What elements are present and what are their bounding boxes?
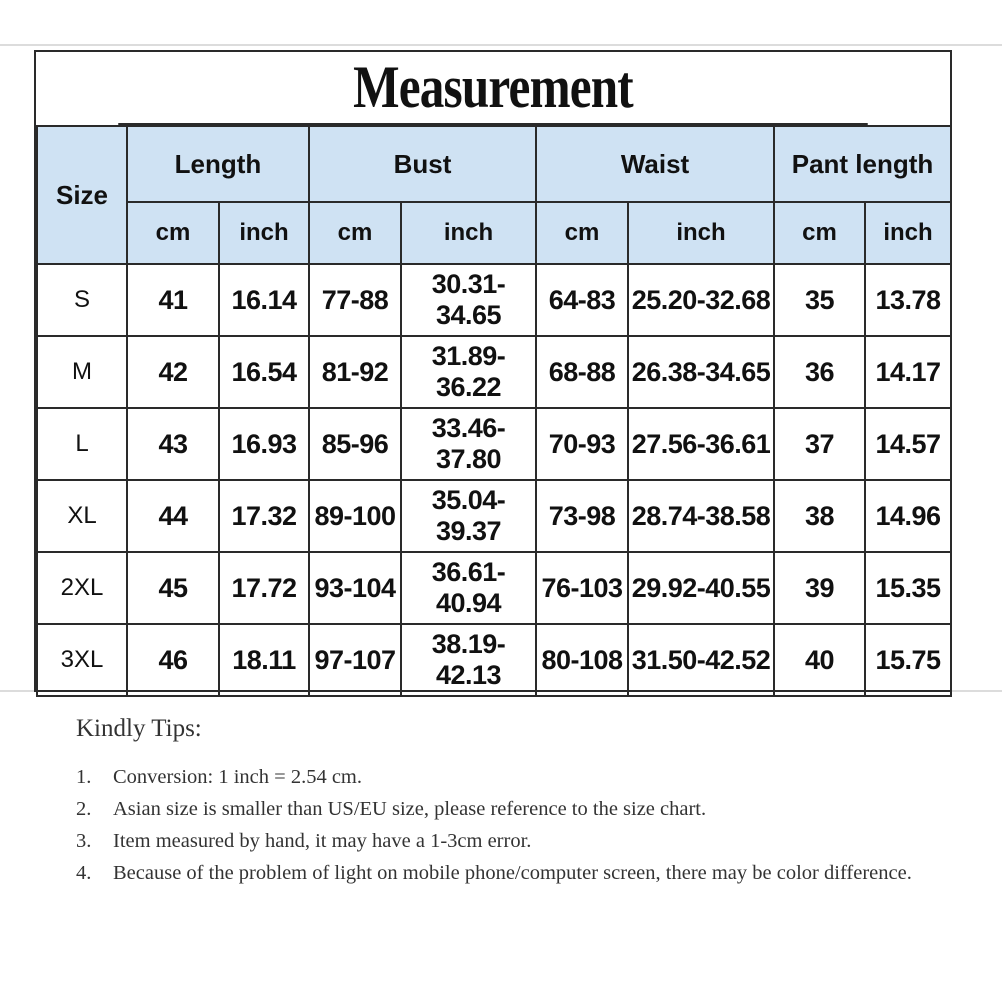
length-cm-cell: 45	[127, 552, 219, 624]
length-inch-cell: 17.32	[219, 480, 309, 552]
table-row	[37, 336, 951, 408]
pant-length-inch-cell: 14.57	[865, 408, 951, 480]
table-row	[37, 624, 951, 696]
bust-inch-cell: 35.04-39.37	[401, 480, 536, 552]
bust-inch-cell: 33.46-37.80	[401, 408, 536, 480]
bust-cm-cell: 81-92	[309, 336, 401, 408]
pant-length-cm-cell: 39	[774, 552, 865, 624]
pant-length-inch-cell: 15.35	[865, 552, 951, 624]
group-header-bust: Bust	[309, 126, 536, 202]
tip-text: Conversion: 1 inch = 2.54 cm.	[113, 766, 362, 788]
waist-cm-cell: 73-98	[536, 480, 628, 552]
waist-cm-cell: 80-108	[536, 624, 628, 696]
size-table	[36, 125, 952, 697]
table-row	[37, 408, 951, 480]
pant-length-inch-cell: 14.17	[865, 336, 951, 408]
size-header: Size	[37, 126, 127, 264]
tip-item	[76, 761, 956, 793]
tip-number: 2.	[76, 798, 92, 820]
bust-cm-cell: 85-96	[309, 408, 401, 480]
length-inch-cell: 16.54	[219, 336, 309, 408]
pant-length-cm-cell: 35	[774, 264, 865, 336]
table-row	[37, 264, 951, 336]
waist-inch-cell: 27.56-36.61	[628, 408, 774, 480]
unit-header-cm: cm	[309, 202, 401, 264]
size-chart	[34, 50, 952, 692]
unit-header-inch: inch	[219, 202, 309, 264]
tips-heading: Kindly Tips:	[76, 715, 202, 742]
bust-inch-cell: 36.61-40.94	[401, 552, 536, 624]
length-cm-cell: 44	[127, 480, 219, 552]
group-header-length: Length	[127, 126, 309, 202]
waist-inch-cell: 31.50-42.52	[628, 624, 774, 696]
bust-cm-cell: 89-100	[309, 480, 401, 552]
unit-header-cm: cm	[127, 202, 219, 264]
pant-length-cm-cell: 37	[774, 408, 865, 480]
length-inch-cell: 18.11	[219, 624, 309, 696]
pant-length-inch-cell: 14.96	[865, 480, 951, 552]
waist-inch-cell: 28.74-38.58	[628, 480, 774, 552]
tip-item	[76, 825, 956, 857]
size-cell: XL	[37, 480, 127, 552]
unit-header-cm: cm	[774, 202, 865, 264]
pant-length-inch-cell: 13.78	[865, 264, 951, 336]
bust-cm-cell: 97-107	[309, 624, 401, 696]
kindly-tips	[76, 715, 956, 889]
unit-header-inch: inch	[865, 202, 951, 264]
top-divider	[0, 44, 1002, 46]
pant-length-cm-cell: 40	[774, 624, 865, 696]
size-cell: M	[37, 336, 127, 408]
tip-number: 1.	[76, 766, 92, 788]
unit-header-cm: cm	[536, 202, 628, 264]
bust-cm-cell: 77-88	[309, 264, 401, 336]
pant-length-cm-cell: 38	[774, 480, 865, 552]
tip-number: 4.	[76, 862, 92, 884]
waist-inch-cell: 26.38-34.65	[628, 336, 774, 408]
pant-length-inch-cell: 15.75	[865, 624, 951, 696]
waist-inch-cell: 29.92-40.55	[628, 552, 774, 624]
chart-title: Measurement	[118, 52, 867, 125]
tip-number: 3.	[76, 830, 92, 852]
pant-length-cm-cell: 36	[774, 336, 865, 408]
tip-text: Because of the problem of light on mobile phone/computer screen, there may be color difference.	[113, 862, 912, 884]
unit-header-inch: inch	[401, 202, 536, 264]
size-cell: 3XL	[37, 624, 127, 696]
waist-inch-cell: 25.20-32.68	[628, 264, 774, 336]
waist-cm-cell: 68-88	[536, 336, 628, 408]
length-inch-cell: 16.14	[219, 264, 309, 336]
size-cell: 2XL	[37, 552, 127, 624]
unit-header-inch: inch	[628, 202, 774, 264]
length-inch-cell: 17.72	[219, 552, 309, 624]
waist-cm-cell: 64-83	[536, 264, 628, 336]
bust-inch-cell: 38.19-42.13	[401, 624, 536, 696]
length-cm-cell: 46	[127, 624, 219, 696]
waist-cm-cell: 70-93	[536, 408, 628, 480]
tip-text: Item measured by hand, it may have a 1-3cm error.	[113, 830, 532, 852]
bust-cm-cell: 93-104	[309, 552, 401, 624]
waist-cm-cell: 76-103	[536, 552, 628, 624]
bust-inch-cell: 31.89-36.22	[401, 336, 536, 408]
table-row	[37, 552, 951, 624]
tip-item	[76, 857, 956, 889]
tip-text: Asian size is smaller than US/EU size, please reference to the size chart.	[113, 798, 707, 820]
length-cm-cell: 42	[127, 336, 219, 408]
length-cm-cell: 43	[127, 408, 219, 480]
tip-item	[76, 793, 956, 825]
group-header-pant-length: Pant length	[774, 126, 951, 202]
length-cm-cell: 41	[127, 264, 219, 336]
size-cell: L	[37, 408, 127, 480]
size-cell: S	[37, 264, 127, 336]
length-inch-cell: 16.93	[219, 408, 309, 480]
bust-inch-cell: 30.31-34.65	[401, 264, 536, 336]
group-header-waist: Waist	[536, 126, 774, 202]
table-row	[37, 480, 951, 552]
